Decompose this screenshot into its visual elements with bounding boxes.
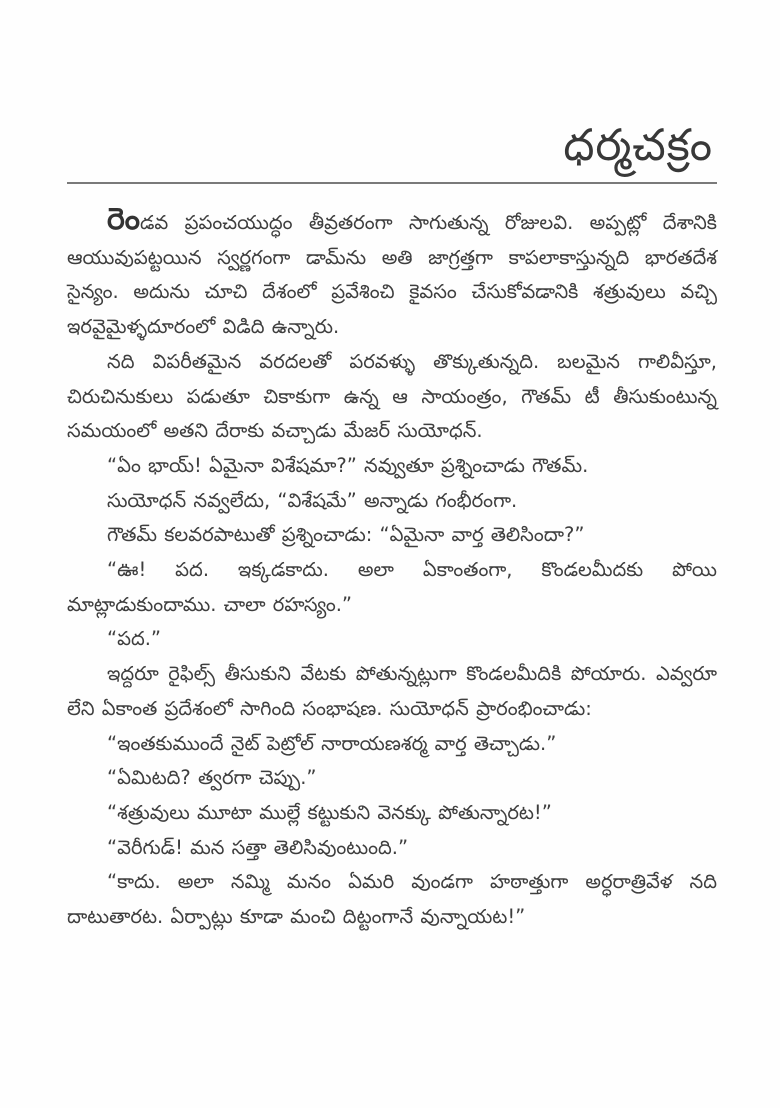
paragraph-2: నది విపరీతమైన వరదలతో పరవళ్ళు తొక్కుతున్నది. బలమైన గాలివీస్తూ, చిరుచినుకులు పడుతూ చికాకుగా ఉన్న ఆ సాయంత్రం, గౌతమ్ టీ తీసుకుంటున్న సమయంలో అతని దేరాకు వచ్చాడు మేజర్ సుయోధన్. — [67, 349, 717, 443]
dialogue-line: గౌతమ్ కలవరపాటుతో ప్రశ్నించాడు: “ఏమైనా వార్త తెలిసిందా?” — [107, 523, 585, 547]
opening-dropcap: రెం — [107, 202, 140, 237]
dialogue-line: “ఊ! పద. ఇక్కడకాదు. అలా ఏకాంతంగా, కొండలమీదకు పోయి మాట్లాడుకుందాము. చాలా రహస్యం.” — [67, 558, 717, 616]
chapter-body — [67, 203, 717, 935]
dialogue-line: “కాదు. అలా నమ్మి మనం ఏమరి వుండగా హఠాత్తుగా అర్ధరాత్రివేళ నది దాటుతారట. ఏర్పాట్లు కూడా మంచి దిట్టంగానే వున్నాయట!” — [67, 870, 717, 929]
chapter-title: ధర్మచక్రం — [563, 120, 713, 171]
dialogue-line: “వెరీగుడ్! మన సత్తా తెలిసివుంటుంది.” — [107, 835, 409, 859]
paragraph-text: డవ ప్రపంచయుద్ధం తీవ్రతరంగా సాగుతున్న రోజులవి. అప్పట్లో దేశానికి ఆయువుపట్టయిన స్వర్ణగంగా డామ్‌ను అతి జాగ్రత్తగా కాపలాకాస్తున్నది భారతదేశ సైన్యం. అదును చూచి దేశంలో ప్రవేశించి కైవసం చేసుకోవడానికి శత్రువులు వచ్చి ఇరవైమైళ్ళదూరంలో విడిది ఉన్నారు. — [67, 211, 717, 339]
dialogue-line: “ఏం భాయ్! ఏమైనా విశేషమా?” నవ్వుతూ ప్రశ్నించాడు గౌతమ్. — [107, 453, 589, 477]
paragraph-1 — [67, 203, 717, 345]
dialogue-line: సుయోధన్ నవ్వలేదు, “విశేషమే” అన్నాడు గంభీరంగా. — [107, 488, 518, 512]
dialogue-line: “పద.” — [107, 627, 162, 651]
chapter-header — [67, 108, 717, 184]
title-divider — [67, 182, 717, 184]
dialogue-line: “ఇంతకుముందే నైట్ పెట్రోల్ నారాయణశర్మ వార్త తెచ్చాడు.” — [107, 731, 557, 755]
dialogue-line: “శత్రువులు మూటా ముల్లే కట్టుకుని వెనక్కు పోతున్నారట!” — [107, 800, 552, 824]
dialogue-line: “ఏమిటది? త్వరగా చెప్పు.” — [107, 766, 317, 790]
paragraph-narration: ఇద్దరూ రైఫిల్స్ తీసుకుని వేటకు పోతున్నట్లుగా కొండలమీదికి పోయారు. ఎవ్వరూ లేని ఏకాంత ప్రదేశంలో సాగింది సంభాషణ. సుయోధన్ ప్రారంభించాడు: — [67, 662, 717, 720]
